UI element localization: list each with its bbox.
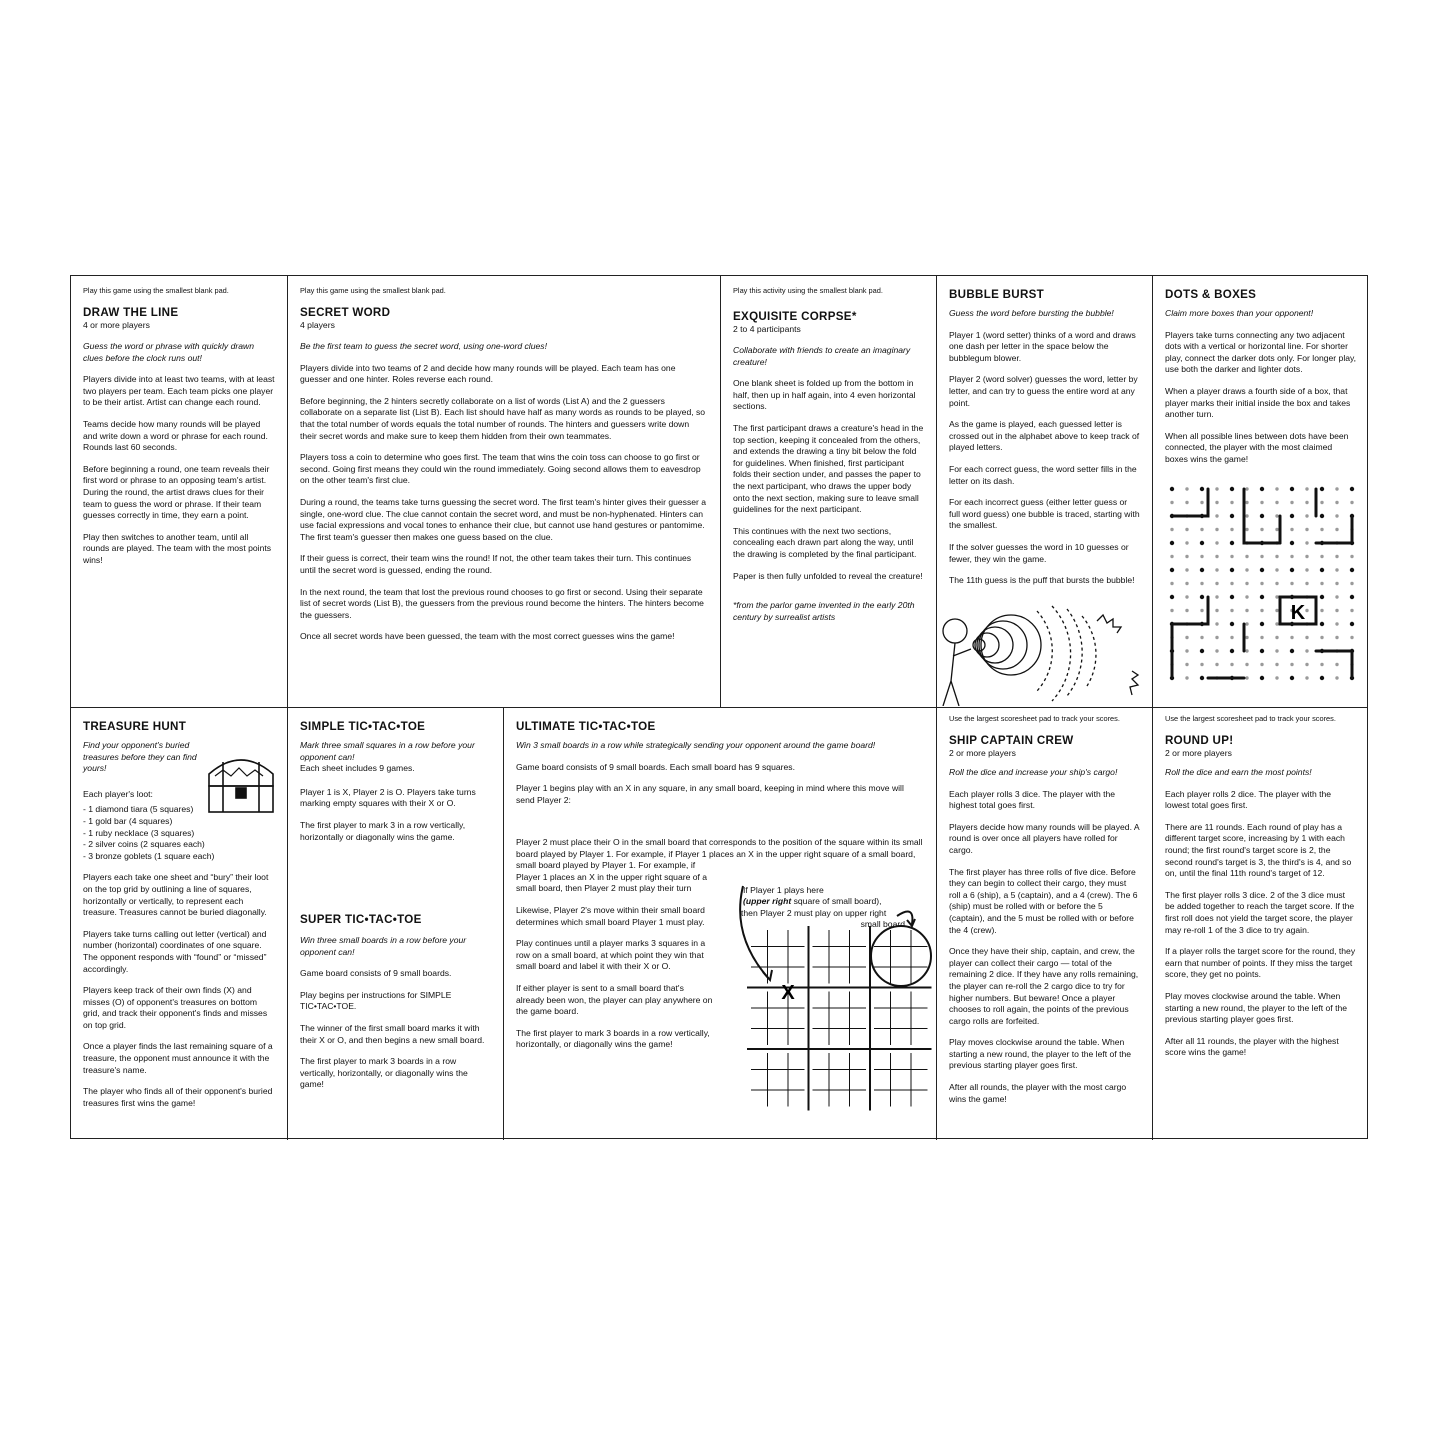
- light-dot: [1245, 555, 1248, 558]
- rule-paragraph: Player 1 begins play with an X in any square, in any small board, keeping in mind where this move will send Player 2:: [516, 783, 904, 805]
- light-dot: [1335, 487, 1338, 490]
- light-dot: [1215, 541, 1218, 544]
- light-dot: [1350, 582, 1353, 585]
- loot-label: Each player's loot:: [83, 788, 153, 799]
- dark-dot: [1230, 622, 1234, 626]
- dark-dot: [1350, 595, 1354, 599]
- light-dot: [1275, 649, 1278, 652]
- light-dot: [1350, 636, 1353, 639]
- dark-dot: [1200, 595, 1204, 599]
- list-item: - 2 silver coins (2 squares each): [83, 839, 205, 850]
- light-dot: [1230, 636, 1233, 639]
- light-dot: [1185, 609, 1188, 612]
- panel-title: TREASURE HUNT: [83, 720, 187, 733]
- light-dot: [1215, 528, 1218, 531]
- light-dot: [1170, 528, 1173, 531]
- light-dot: [1260, 555, 1263, 558]
- dark-dot: [1170, 541, 1174, 545]
- light-dot: [1185, 636, 1188, 639]
- light-dot: [1335, 676, 1338, 679]
- row-divider: [71, 707, 1367, 708]
- list-item: - 1 gold bar (4 squares): [83, 815, 173, 826]
- light-dot: [1335, 636, 1338, 639]
- dark-dot: [1200, 541, 1204, 545]
- light-dot: [1245, 676, 1248, 679]
- light-dot: [1185, 582, 1188, 585]
- light-dot: [1215, 514, 1218, 517]
- dark-dot: [1260, 622, 1264, 626]
- light-dot: [1275, 528, 1278, 531]
- light-dot: [1230, 501, 1233, 504]
- panel-subtitle: Guess the word before bursting the bubble!: [949, 308, 1114, 318]
- light-dot: [1245, 582, 1248, 585]
- rule-paragraph: Player 2 (word solver) guesses the word, letter by letter, and can try to guess the entire word at any point.: [949, 374, 1138, 408]
- panel-subtitle: Roll the dice and earn the most points!: [1165, 767, 1312, 777]
- rule-paragraph: If their guess is correct, their team wins the round! If not, the other team takes their turn. This continues until the secret word is guessed, ending the round.: [300, 553, 692, 575]
- light-dot: [1185, 663, 1188, 666]
- rule-paragraph: Once they have their ship, captain, and crew, the player can collect their cargo — total of the remaining 2 dice. If they have any rolls remaining, the player can re-roll the 2 cargo dice to try for higher numbers. But beware! Once a player chooses to roll again, the points of the previous cargo rolls are forfeited.: [949, 946, 1139, 1026]
- panel-subtitle: Win 3 small boards in a row while strategically sending your opponent around the game board!: [516, 740, 876, 750]
- rule-paragraph: Player 2 must place their O in the small board that corresponds to the position of the square within its small board played by Player 1. For example, if Player 1 places an X in the upper right square of a small board,: [516, 837, 923, 859]
- rule-paragraph: Play continues until a player marks 3 squares in a row on a small board, at which point they win that small board and label it with their X or O.: [516, 938, 706, 972]
- light-dot: [1170, 555, 1173, 558]
- panel-subtitle: Mark three small squares in a row before your opponent can!: [300, 740, 475, 762]
- dark-dot: [1200, 649, 1204, 653]
- list-item: - 3 bronze goblets (1 square each): [83, 850, 215, 861]
- player-count: 2 to 4 participants: [733, 324, 801, 334]
- rule-paragraph: As the game is played, each guessed letter is crossed out in the alphabet above to keep track of played letters.: [949, 419, 1140, 453]
- rule-paragraph: Once all secret words have been guessed, the team with the most correct guesses wins the game!: [300, 631, 675, 642]
- rule-paragraph: One blank sheet is folded up from the bottom in half, then up in half again, into 4 even horizontal sections.: [733, 378, 916, 412]
- rule-paragraph: During a round, the teams take turns guessing the secret word. The first team's hinter gives their guesser a single, one-word clue. The clue cannot contain the secret word, and must be non-hyphenated. Hinters can use facial expressions and vocal tones to enhance their clue, but cannot use hand gestures or pantomime. The first team's guesser then makes one guess based on the clue.: [300, 496, 707, 542]
- rule-paragraph: Paper is then fully unfolded to reveal the creature!: [733, 570, 923, 581]
- light-dot: [1335, 663, 1338, 666]
- light-dot: [1260, 501, 1263, 504]
- panel-subtitle: Be the first team to guess the secret word, using one-word clues!: [300, 341, 547, 351]
- light-dot: [1185, 487, 1188, 490]
- callout-line: then Player 2 must play on upper right: [741, 907, 887, 918]
- light-dot: [1320, 555, 1323, 558]
- light-dot: [1230, 555, 1233, 558]
- rule-paragraph: For each incorrect guess (either letter guess or full word guess) one bubble is traced, starting with the smallest.: [949, 497, 1140, 531]
- rule-paragraph: Before beginning a round, one team reveals their first word or phrase to an opposing team's artist. During the round, the artist draws clues for their team to guess the word or phrase. If their team guesses correctly in time, they earn a point.: [83, 463, 270, 521]
- panel-subtitle: Roll the dice and increase your ship's cargo!: [949, 767, 1118, 777]
- panel-draw-the-line: [71, 286, 287, 706]
- dark-dot: [1260, 568, 1264, 572]
- panel-ship-captain-crew: [937, 714, 1152, 1140]
- light-dot: [1215, 663, 1218, 666]
- panel-subtitle: Claim more boxes than your opponent!: [1165, 308, 1314, 318]
- dark-dot: [1200, 487, 1204, 491]
- light-dot: [1335, 609, 1338, 612]
- light-dot: [1350, 501, 1353, 504]
- light-dot: [1275, 514, 1278, 517]
- dark-dot: [1260, 595, 1264, 599]
- callout-emphasis: (upper right: [743, 896, 792, 907]
- light-dot: [1245, 487, 1248, 490]
- light-dot: [1275, 609, 1278, 612]
- dark-dot: [1170, 487, 1174, 491]
- dark-dot: [1260, 676, 1264, 680]
- light-dot: [1260, 582, 1263, 585]
- footnote: *from the parlor game invented in the early 20th century by surrealist artists: [733, 600, 915, 622]
- dark-dot: [1320, 487, 1324, 491]
- rule-paragraph: If a player rolls the target score for the round, they earn that number of points. If they miss the target score, they get no points.: [1165, 946, 1356, 980]
- light-dot: [1275, 582, 1278, 585]
- light-dot: [1215, 649, 1218, 652]
- light-dot: [1245, 609, 1248, 612]
- panel-note: Use the largest scoresheet pad to track your scores.: [1165, 714, 1336, 723]
- panel-title: SHIP CAPTAIN CREW: [949, 734, 1074, 747]
- dark-dot: [1230, 514, 1234, 518]
- light-dot: [1215, 487, 1218, 490]
- light-dot: [1185, 595, 1188, 598]
- player-count: 4 or more players: [83, 320, 150, 330]
- light-dot: [1215, 622, 1218, 625]
- callout-line: square of small board),: [791, 896, 882, 907]
- dark-dot: [1350, 622, 1354, 626]
- rule-paragraph: Players divide into at least two teams, with at least two players per team. Each team picks one player to be their artist. Artist can change each round.: [83, 374, 275, 408]
- rule-paragraph: If the solver guesses the word in 10 guesses or fewer, they win the game.: [949, 541, 1129, 564]
- light-dot: [1320, 609, 1323, 612]
- rule-paragraph: After all 11 rounds, the player with the highest score wins the game!: [1165, 1035, 1339, 1058]
- dark-dot: [1260, 649, 1264, 653]
- light-dot: [1320, 636, 1323, 639]
- light-dot: [1305, 649, 1308, 652]
- rule-paragraph: If either player is sent to a small board that's already been won, the player can play anywhere on the game board.: [516, 982, 713, 1017]
- light-dot: [1260, 663, 1263, 666]
- player-count: 2 or more players: [949, 748, 1016, 758]
- panel-title: EXQUISITE CORPSE*: [733, 310, 857, 323]
- dark-dot: [1320, 595, 1324, 599]
- rule-paragraph: The winner of the first small board marks it with their X or O, and then begins a new small board.: [300, 1022, 485, 1045]
- light-dot: [1200, 528, 1203, 531]
- light-dot: [1290, 663, 1293, 666]
- light-dot: [1185, 555, 1188, 558]
- light-dot: [1320, 501, 1323, 504]
- panel-dots-and-boxes: [1153, 288, 1369, 488]
- player-count: 2 or more players: [1165, 748, 1232, 758]
- panel-subtitle: Win three small boards in a row before your opponent can!: [300, 935, 467, 957]
- rule-paragraph: Each sheet includes 9 games.: [300, 763, 415, 774]
- light-dot: [1290, 528, 1293, 531]
- panel-note: Play this activity using the smallest blank pad.: [733, 286, 883, 295]
- rule-paragraph: When all possible lines between dots have been connected, the player with the most claimed boxes wins the game!: [1165, 430, 1349, 464]
- panel-note: Use the largest scoresheet pad to track your scores.: [949, 714, 1120, 723]
- dark-dot: [1170, 568, 1174, 572]
- rule-paragraph: Players divide into two teams of 2 and decide how many rounds will be played. Each team has one guesser and one hinter. Roles reverse each round.: [300, 362, 676, 385]
- panel-title: DOTS & BOXES: [1165, 288, 1257, 301]
- light-dot: [1290, 582, 1293, 585]
- rule-paragraph: Each player rolls 2 dice. The player with the lowest total goes first.: [1165, 788, 1332, 811]
- rule-paragraph: Game board consists of 9 small boards. Each small board has 9 squares.: [516, 761, 795, 772]
- light-dot: [1275, 555, 1278, 558]
- rule-paragraph: The first player to mark 3 in a row vertically, horizontally or diagonally wins the game.: [300, 819, 466, 842]
- box-initial: K: [1290, 602, 1306, 624]
- light-dot: [1335, 568, 1338, 571]
- light-dot: [1230, 528, 1233, 531]
- rule-paragraph: Play moves clockwise around the table. When starting a new round, the player to the left of the previous starting player goes first.: [949, 1037, 1132, 1071]
- light-dot: [1200, 555, 1203, 558]
- dark-dot: [1320, 676, 1324, 680]
- light-dot: [1230, 609, 1233, 612]
- rule-paragraph: The first player to mark 3 boards in a row vertically, horizontally, or diagonally wins the game!: [516, 1027, 710, 1050]
- light-dot: [1245, 622, 1248, 625]
- panel-title: SIMPLE TIC•TAC•TOE: [300, 720, 426, 733]
- light-dot: [1215, 582, 1218, 585]
- rule-paragraph: Once a player finds the last remaining square of a treasure, the opponent must announce it with the treasure's name.: [83, 1041, 273, 1075]
- panel-exquisite-corpse: [721, 286, 936, 706]
- panel-title: DRAW THE LINE: [83, 306, 179, 319]
- light-dot: [1305, 568, 1308, 571]
- dark-dot: [1200, 676, 1204, 680]
- light-dot: [1260, 636, 1263, 639]
- light-dot: [1185, 568, 1188, 571]
- dark-dot: [1290, 514, 1294, 518]
- light-dot: [1275, 487, 1278, 490]
- dark-dot: [1320, 622, 1324, 626]
- rule-paragraph: For each correct guess, the word setter fills in the letter on its dash.: [949, 463, 1137, 486]
- panel-round-up: [1153, 714, 1369, 1140]
- light-dot: [1170, 582, 1173, 585]
- light-dot: [1305, 501, 1308, 504]
- panel-subtitle: Find your opponent's buried treasures before they can find yours!: [83, 740, 197, 774]
- light-dot: [1185, 541, 1188, 544]
- dark-dot: [1290, 649, 1294, 653]
- panel-simple-tic-tac-toe: [288, 720, 503, 900]
- player-count: 4 players: [300, 320, 335, 330]
- light-dot: [1305, 609, 1308, 612]
- light-dot: [1170, 501, 1173, 504]
- light-dot: [1335, 528, 1338, 531]
- dark-dot: [1230, 568, 1234, 572]
- light-dot: [1305, 676, 1308, 679]
- dark-dot: [1260, 514, 1264, 518]
- rule-paragraph: Players each take one sheet and “bury” their loot on the top grid by outlining a line of squares, horizontally or vertically, to represent each treasure. Treasures cannot be buried diagonally.: [83, 872, 269, 918]
- x-mark: X: [781, 982, 795, 1004]
- light-dot: [1335, 582, 1338, 585]
- callout-line: small board: [860, 919, 905, 930]
- light-dot: [1260, 528, 1263, 531]
- panel-secret-word: [288, 286, 720, 706]
- rule-paragraph: There are 11 rounds. Each round of play has a different target score, increasing by 1 with each round; the first round's target score is 2, the second round's target is 3, the third's is 4, and so on, until the final 11th round's target of 12.: [1165, 821, 1352, 879]
- light-dot: [1305, 636, 1308, 639]
- rule-paragraph: The player who finds all of their opponent's buried treasures first wins the game!: [83, 1086, 273, 1108]
- rule-paragraph: Players decide how many rounds will be played. A round is over once all players have rolled for cargo.: [949, 821, 1140, 855]
- treasure-chest-icon: [205, 748, 277, 814]
- light-dot: [1275, 663, 1278, 666]
- light-dot: [1245, 528, 1248, 531]
- light-dot: [1305, 528, 1308, 531]
- light-dot: [1305, 663, 1308, 666]
- rules-sheet: [70, 275, 1368, 1139]
- panel-ultimate-tic-tac-toe: [504, 720, 936, 830]
- rule-paragraph: Teams decide how many rounds will be played and write down a word or phrase for each round. Rounds last 60 seconds.: [83, 418, 268, 453]
- panel-subtitle: Guess the word or phrase with quickly drawn clues before the clock runs out!: [83, 341, 254, 363]
- light-dot: [1290, 636, 1293, 639]
- rule-paragraph: In the next round, the team that lost the previous round chooses to go first or second. Using their separate list of secret words (List B), the guessers from the previous round become the hinters. The hinters become the guessers.: [300, 586, 704, 620]
- dark-dot: [1230, 649, 1234, 653]
- list-item: - 1 diamond tiara (5 squares): [83, 804, 194, 815]
- rule-paragraph: Play begins per instructions for SIMPLE TIC•TAC•TOE.: [300, 989, 452, 1012]
- panel-title: SECRET WORD: [300, 306, 391, 319]
- light-dot: [1215, 595, 1218, 598]
- light-dot: [1275, 595, 1278, 598]
- light-dot: [1290, 555, 1293, 558]
- rule-paragraph: Play then switches to another team, until all rounds are played. The team with the most points wins!: [83, 531, 272, 565]
- light-dot: [1230, 582, 1233, 585]
- panel-title: ROUND UP!: [1165, 734, 1234, 747]
- light-dot: [1305, 555, 1308, 558]
- rule-paragraph: Game board consists of 9 small boards.: [300, 968, 452, 979]
- dark-dot: [1350, 568, 1354, 572]
- light-dot: [1245, 595, 1248, 598]
- rule-paragraph: Players toss a coin to determine who goes first. The team that wins the coin toss can choose to go first or second. Going first means they could win the round immediately. Going second allows them to eavesdrop on the other team's first clue.: [300, 452, 701, 486]
- rule-paragraph: Likewise, Player 2's move within their small board determines which small board Player 1 must play.: [516, 905, 705, 927]
- rule-paragraph: Players keep track of their own finds (X) and misses (O) of opponent's treasures on bottom grid, and track their opponent's finds and misses on top grid.: [83, 985, 268, 1030]
- panel-note: Play this game using the smallest blank pad.: [300, 286, 446, 295]
- light-dot: [1275, 622, 1278, 625]
- light-dot: [1335, 514, 1338, 517]
- dark-dot: [1290, 487, 1294, 491]
- dark-dot: [1290, 676, 1294, 680]
- light-dot: [1335, 622, 1338, 625]
- light-dot: [1275, 636, 1278, 639]
- light-dot: [1275, 676, 1278, 679]
- dark-dot: [1320, 568, 1324, 572]
- rule-paragraph: After all rounds, the player with the most cargo wins the game!: [949, 1082, 1127, 1104]
- light-dot: [1305, 514, 1308, 517]
- dark-dot: [1170, 595, 1174, 599]
- light-dot: [1215, 501, 1218, 504]
- rule-paragraph: This continues with the next two sections, concealing each drawn part along the way, until the drawing is completed by the final participant.: [733, 525, 917, 559]
- rule-paragraph: The first player has three rolls of five dice. Before they can begin to collect their cargo, they must roll a 6 (ship), a 5 (captain), and a 4 (crew). The 6 (ship) must be rolled with or before the 5 (captain), and the 5 must be rolled with or before the 4 (crew).: [949, 866, 1138, 935]
- light-dot: [1185, 676, 1188, 679]
- rule-paragraph: Players take turns connecting any two adjacent dots with a vertical or horizontal line. For shorter play, connect the darker dots only. For longer play, use both the darker and lighter dots.: [1165, 329, 1357, 375]
- callout-line: If Player 1 plays here: [743, 885, 824, 895]
- dark-dot: [1260, 487, 1264, 491]
- light-dot: [1350, 555, 1353, 558]
- dark-dot: [1230, 595, 1234, 599]
- light-dot: [1320, 663, 1323, 666]
- panel-bubble-burst: [937, 288, 1152, 588]
- light-dot: [1320, 582, 1323, 585]
- rule-paragraph: Before beginning, the 2 hinters secretly collaborate on a list of words (List A) and the 2 guessers collaborate on a separate list (List B). Each list should have half as many words as rounds to be played, so that the total number of words equals the total number of rounds. The hinters and guessers write down their secret words and make sure to keep them hidden from their own teammates.: [300, 395, 706, 441]
- rule-paragraph: The first participant draws a creature's head in the top section, keeping it concealed from the others, and extends the drawing a tiny bit below the fold for guidelines. When finished, first participant folds their section under, and passes the paper to the next participant, who draws the upper body onto the next section, making sure to leave small guidelines for the next participant.: [733, 422, 924, 515]
- dark-dot: [1230, 541, 1234, 545]
- light-dot: [1290, 501, 1293, 504]
- dark-dot: [1290, 541, 1294, 545]
- light-dot: [1215, 636, 1218, 639]
- ultimate-board-diagram: [739, 876, 936, 1136]
- light-dot: [1200, 636, 1203, 639]
- panel-super-tic-tac-toe: [288, 913, 503, 1140]
- rule-paragraph: Player 1 is X, Player 2 is O. Players take turns marking empty squares with their X or O.: [300, 786, 476, 809]
- light-dot: [1200, 663, 1203, 666]
- rule-paragraph: The 11th guess is the puff that bursts the bubble!: [949, 575, 1135, 586]
- dark-dot: [1350, 487, 1354, 491]
- light-dot: [1185, 528, 1188, 531]
- light-dot: [1260, 609, 1263, 612]
- rule-paragraph: Players take turns calling out letter (vertical) and number (horizontal) coordinates of one square. The opponent responds with “found” or “missed” accordingly.: [83, 928, 267, 974]
- light-dot: [1185, 501, 1188, 504]
- rule-paragraph: Each player rolls 3 dice. The player with the highest total goes first.: [949, 788, 1116, 811]
- light-dot: [1350, 609, 1353, 612]
- panel-note: Play this game using the smallest blank pad.: [83, 286, 229, 295]
- rule-paragraph: small board played by Player 1. For example, if Player 1 places an X in the upper right square of a small board, then Player 2 must play their turn: [516, 861, 708, 894]
- light-dot: [1305, 487, 1308, 490]
- panel-title: SUPER TIC•TAC•TOE: [300, 913, 422, 926]
- dark-dot: [1290, 568, 1294, 572]
- light-dot: [1230, 663, 1233, 666]
- light-dot: [1320, 528, 1323, 531]
- rule-paragraph: Play moves clockwise around the table. When starting a new round, the player to the left of the previous starting player goes first.: [1165, 990, 1348, 1025]
- light-dot: [1200, 582, 1203, 585]
- light-dot: [1200, 501, 1203, 504]
- panel-title: BUBBLE BURST: [949, 288, 1045, 301]
- rule-paragraph: The first player to mark 3 boards in a row vertically, horizontally, or diagonally wins the game!: [300, 1056, 468, 1090]
- light-dot: [1200, 609, 1203, 612]
- panel-title: ULTIMATE TIC•TAC•TOE: [516, 720, 656, 733]
- light-dot: [1215, 568, 1218, 571]
- light-dot: [1245, 636, 1248, 639]
- light-dot: [1185, 649, 1188, 652]
- list-item: - 1 ruby necklace (3 squares): [83, 827, 195, 838]
- light-dot: [1245, 568, 1248, 571]
- dark-dot: [1230, 487, 1234, 491]
- rule-paragraph: Player 1 (word setter) thinks of a word and draws one dash per letter in the space below the bubblegum blower.: [949, 329, 1136, 363]
- light-dot: [1170, 609, 1173, 612]
- ultimate-rules-narrow: [504, 861, 726, 1131]
- light-dot: [1335, 501, 1338, 504]
- light-dot: [1275, 501, 1278, 504]
- bubblegum-blower-icon: [937, 601, 1152, 706]
- dark-dot: [1320, 514, 1324, 518]
- light-dot: [1245, 663, 1248, 666]
- light-dot: [1215, 609, 1218, 612]
- light-dot: [1215, 555, 1218, 558]
- dots-grid-icon: [1163, 482, 1363, 702]
- ultimate-rules-wide: [504, 837, 936, 863]
- dark-dot: [1200, 568, 1204, 572]
- light-dot: [1245, 501, 1248, 504]
- light-dot: [1245, 649, 1248, 652]
- light-dot: [1245, 514, 1248, 517]
- light-dot: [1275, 568, 1278, 571]
- light-dot: [1305, 541, 1308, 544]
- panel-subtitle: Collaborate with friends to create an imaginary creature!: [733, 345, 911, 367]
- rule-paragraph: The first player rolls 3 dice. 2 of the 3 dice must be added together to reach the target score. If the first roll does not yield the target score, the player may re-roll 1 of the 3 dice to try again.: [1165, 889, 1355, 935]
- light-dot: [1335, 555, 1338, 558]
- rule-paragraph: When a player draws a fourth side of a box, that player marks their initial inside the box and takes another turn.: [1165, 385, 1351, 420]
- light-dot: [1305, 582, 1308, 585]
- light-dot: [1335, 595, 1338, 598]
